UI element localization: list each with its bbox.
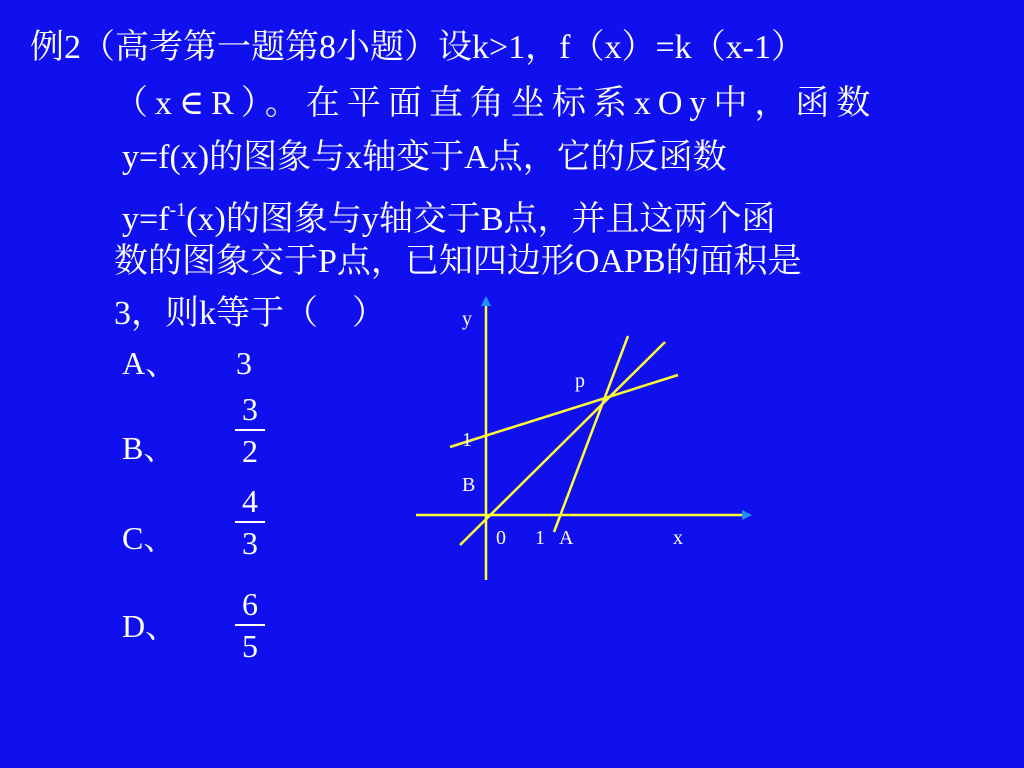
choice-a-value: 3 [236,345,252,381]
choice-a-label: A、 [122,345,178,381]
y-tick-label: 1 [462,429,472,451]
choice-b-label: B、 [122,430,176,466]
question-line-5: 数的图象交于P点，已知四边形OAPB的面积是 [114,243,802,280]
question-line-4-pre: y=f [122,201,170,238]
line-function-f [554,336,628,532]
inverse-superscript: -1 [169,199,187,221]
point-p-label: p [575,370,585,392]
choice-d-label: D、 [122,608,178,644]
question-line-1: 例2（高考第一题第8小题）设k>1，f（x）=k（x-1） [30,29,805,66]
point-a-label: A [559,527,574,549]
line-inverse-function [450,375,678,447]
origin-label: 0 [496,527,506,549]
question-line-3: y=f(x)的图象与x轴变于A点，它的反函数 [122,139,727,176]
x-axis-label: x [673,527,683,549]
choice-b-numerator: 3 [242,391,258,427]
question-line-6: 3，则k等于（ ） [114,295,386,332]
x-tick-label: 1 [535,527,545,549]
question-line-4-post: (x)的图象与y轴交于B点，并且这两个函 [186,201,776,238]
choice-b-denominator: 2 [242,433,258,469]
question-line-2: （x∈R）。在平面直角坐标系xOy中，函数 [114,85,878,122]
choice-d-denominator: 5 [242,628,258,664]
point-b-label: B [462,474,476,496]
choice-c-numerator: 4 [242,483,258,519]
y-axis-label: y [462,308,472,330]
choice-d-numerator: 6 [242,586,258,622]
choice-c-denominator: 3 [242,525,258,561]
choice-c-label: C、 [122,520,176,556]
